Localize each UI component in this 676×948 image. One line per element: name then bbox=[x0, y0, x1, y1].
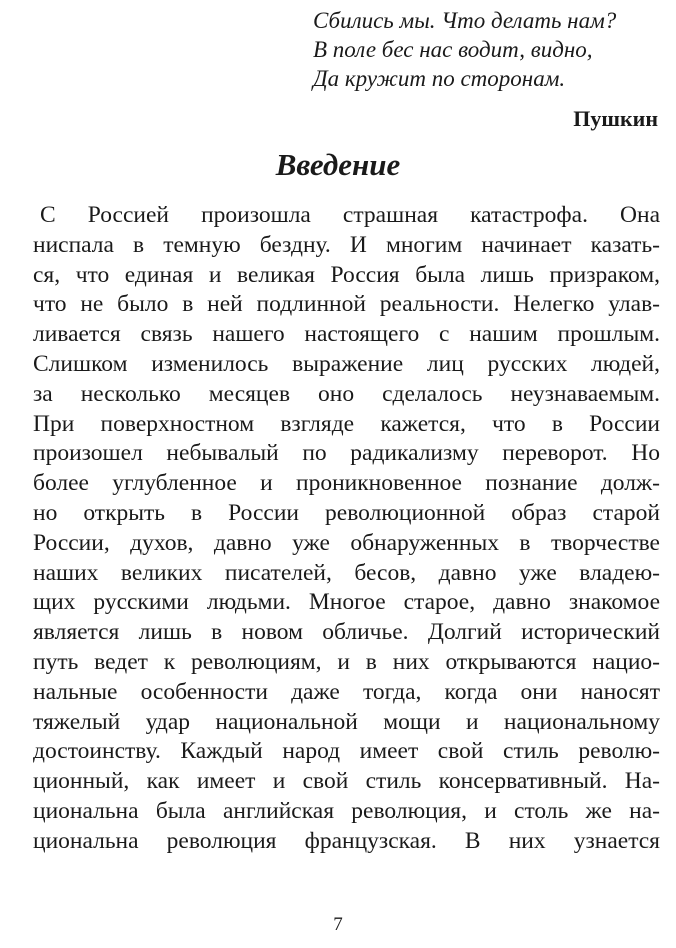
text-line: ниспала в темную бездну. И многим начинает казать- bbox=[33, 231, 660, 258]
epigraph-line: В поле бес нас водит, видно, bbox=[313, 37, 593, 62]
text-line: С Россией произошла страшная катастрофа. Она bbox=[40, 202, 660, 228]
body-text bbox=[33, 201, 660, 857]
text-line: ся, что единая и великая Россия была лишь призраком, bbox=[33, 261, 660, 288]
text-line: но открыть в России революционной образ старой bbox=[33, 499, 660, 526]
text-line: ливается связь нашего настоящего с нашим прошлым. bbox=[33, 321, 660, 348]
text-line: щих русскими людьми. Многое старое, давно знакомое bbox=[33, 589, 660, 616]
epigraph bbox=[313, 6, 663, 93]
text-line: Слишком изменилось выражение лиц русских людей, bbox=[33, 350, 660, 377]
text-line: России, духов, давно уже обнаруженных в творчестве bbox=[33, 529, 660, 556]
text-line: тяжелый удар национальной мощи и национальному bbox=[33, 708, 660, 735]
text-line: достоинству. Каждый народ имеет свой стиль револю- bbox=[33, 738, 660, 765]
chapter-title: Введение bbox=[275, 147, 401, 182]
epigraph-line: Да кружит по сторонам. bbox=[313, 66, 566, 91]
text-line: ционный, как имеет и свой стиль консервативный. На- bbox=[33, 768, 660, 795]
text-line: путь ведет к революциям, и в них открываются нацио- bbox=[33, 648, 660, 675]
text-line: что не было в ней подлинной реальности. Нелегко улав- bbox=[33, 291, 660, 318]
text-line: более углубленное и проникновенное познание долж- bbox=[33, 470, 660, 497]
text-line: нальные особенности даже тогда, когда они наносят bbox=[33, 678, 660, 705]
text-line: наших великих писателей, бесов, давно уже владею- bbox=[33, 559, 660, 586]
text-line: является лишь в новом обличье. Долгий исторический bbox=[33, 619, 660, 646]
epigraph-line: Сбились мы. Что делать нам? bbox=[313, 8, 617, 33]
text-line: При поверхностном взгляде кажется, что в России bbox=[33, 410, 660, 437]
epigraph-author: Пушкин bbox=[573, 106, 658, 131]
text-line: циональна была английская революция, и столь же на- bbox=[33, 797, 660, 824]
text-line: циональна революция французская. В них узнается bbox=[33, 827, 660, 854]
page-number: 7 bbox=[333, 914, 343, 935]
text-line: за несколько месяцев оно сделалось неузнаваемым. bbox=[33, 380, 660, 407]
text-line: произошел небывалый по радикализму переворот. Но bbox=[33, 440, 660, 467]
